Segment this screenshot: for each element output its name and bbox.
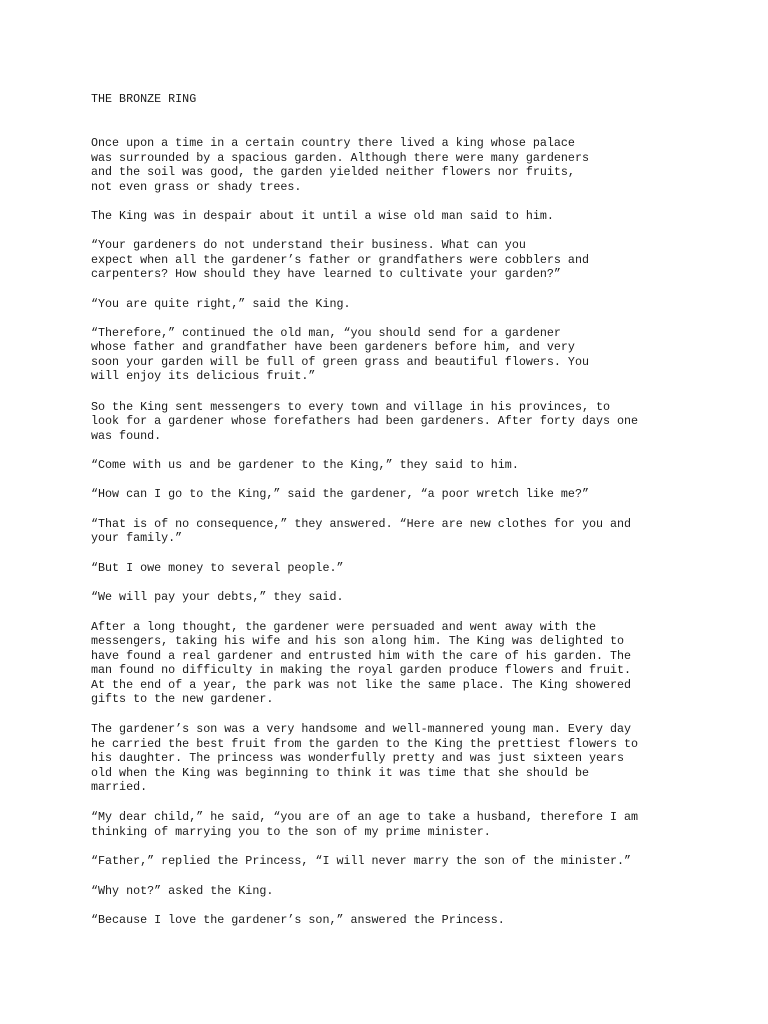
text-line: “Father,” replied the Princess, “I will never marry the son of the minister.”	[91, 854, 632, 868]
text-line: gifts to the new gardener.	[91, 692, 274, 706]
text-line: expect when all the gardener’s father or grandfathers were cobblers and	[91, 253, 589, 267]
text-line: messengers, taking his wife and his son along him. The King was delighted to	[91, 634, 625, 648]
text-line: “That is of no consequence,” they answered. “Here are new clothes for you and	[91, 517, 632, 531]
text-line: carpenters? How should they have learned to cultivate your garden?”	[91, 267, 561, 281]
text-line: “My dear child,” he said, “you are of an age to take a husband, therefore I am	[91, 810, 639, 824]
text-line: his daughter. The princess was wonderfully pretty and was just sixteen years	[91, 751, 625, 765]
text-line: “How can I go to the King,” said the gardener, “a poor wretch like me?”	[91, 487, 589, 501]
document-title: THE BRONZE RING	[91, 92, 197, 106]
text-line: “But I owe money to several people.”	[91, 561, 344, 575]
text-line: whose father and grandfather have been gardeners before him, and very	[91, 340, 575, 354]
text-line: have found a real gardener and entrusted him with the care of his garden. The	[91, 649, 632, 663]
text-line: “Your gardeners do not understand their business. What can you	[91, 238, 526, 252]
text-line: The King was in despair about it until a wise old man said to him.	[91, 209, 554, 223]
text-line: “We will pay your debts,” they said.	[91, 590, 344, 604]
text-line: Once upon a time in a certain country there lived a king whose palace	[91, 136, 575, 150]
text-line: was surrounded by a spacious garden. Although there were many gardeners	[91, 151, 589, 165]
text-line: and the soil was good, the garden yielded neither flowers nor fruits,	[91, 165, 575, 179]
text-line: man found no difficulty in making the royal garden produce flowers and fruit.	[91, 663, 632, 677]
text-line: “Come with us and be gardener to the King,” they said to him.	[91, 458, 519, 472]
text-line: The gardener’s son was a very handsome and well-mannered young man. Every day	[91, 722, 632, 736]
text-line: So the King sent messengers to every town and village in his provinces, to	[91, 400, 611, 414]
text-line: will enjoy its delicious fruit.”	[91, 369, 316, 383]
text-line: thinking of marrying you to the son of my prime minister.	[91, 825, 491, 839]
text-line: “You are quite right,” said the King.	[91, 297, 351, 311]
text-line: At the end of a year, the park was not like the same place. The King showered	[91, 678, 632, 692]
text-line: After a long thought, the gardener were persuaded and went away with the	[91, 620, 596, 634]
text-line: your family.”	[91, 531, 183, 545]
text-line: look for a gardener whose forefathers had been gardeners. After forty days one	[91, 414, 639, 428]
text-line: “Because I love the gardener’s son,” answered the Princess.	[91, 913, 505, 927]
text-line: “Therefore,” continued the old man, “you should send for a gardener	[91, 326, 561, 340]
text-line: “Why not?” asked the King.	[91, 884, 274, 898]
text-line: soon your garden will be full of green grass and beautiful flowers. You	[91, 355, 589, 369]
text-line: old when the King was beginning to think it was time that she should be	[91, 766, 589, 780]
text-line: was found.	[91, 429, 162, 443]
text-line: married.	[91, 780, 148, 794]
text-line: not even grass or shady trees.	[91, 180, 302, 194]
text-line: he carried the best fruit from the garden to the King the prettiest flowers to	[91, 737, 639, 751]
